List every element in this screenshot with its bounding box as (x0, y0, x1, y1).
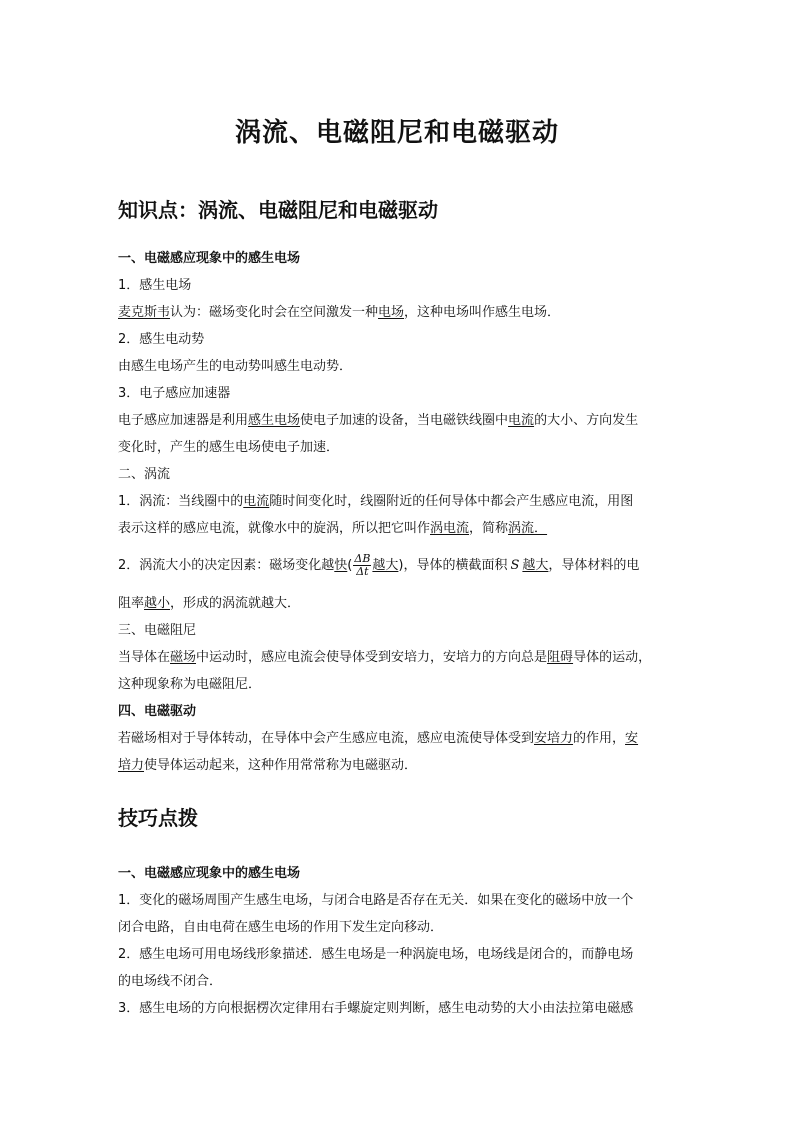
paragraph-betatron-2: 变化时，产生的感生电场使电子加速． (118, 440, 340, 455)
underlined-term: 越大 (372, 558, 399, 573)
paragraph-tips-1a: 1．变化的磁场周围产生感生电场，与闭合电路是否存在无关．如果在变化的磁场中放一个 (118, 893, 634, 908)
underlined-term: 安 (625, 731, 639, 746)
underlined-term: 感生电场 (248, 413, 301, 428)
paragraph-damping-2: 这种现象称为电磁阻尼． (118, 677, 262, 692)
fraction-delta-b-over-delta-t: $\frac{\Delta B}{\Delta t}$ (354, 552, 371, 578)
paragraph-damping-1: 当导体在磁场中运动时，感应电流会使导体受到安培力，安培力的方向总是阻碍导体的运动， (118, 650, 652, 665)
paragraph-tips-2b: 的电场线不闭合． (118, 974, 223, 989)
paragraph-eddy-resistivity: 阻率越小，形成的涡流就越大． (118, 596, 301, 611)
symbol-s: S (510, 558, 520, 573)
paragraph-tips-2a: 2．感生电场可用电场线形象描述．感生电场是一种涡旋电场，电场线是闭合的，而静电场 (118, 947, 634, 962)
underlined-term: 阻碍 (547, 650, 574, 665)
subheading-induced-field: 一、电磁感应现象中的感生电场 (118, 251, 301, 266)
subheading-tips-induced-field: 一、电磁感应现象中的感生电场 (118, 866, 301, 881)
underlined-term: 电流 (508, 413, 535, 428)
section-heading-tips: 技巧点拨 (118, 806, 198, 830)
paragraph-induced-emf: 由感生电场产生的电动势叫感生电动势． (118, 359, 353, 374)
underlined-term: 磁场 (170, 650, 197, 665)
underlined-term: 安培力 (534, 731, 574, 746)
paragraph-tips-3a: 3．感生电场的方向根据楞次定律用右手螺旋定则判断，感生电动势的大小由法拉第电磁感 (118, 1001, 634, 1016)
subheading-damping: 三、电磁阻尼 (118, 623, 197, 638)
paragraph-eddy-2: 表示这样的感应电流，就像水中的旋涡，所以把它叫作涡电流，简称涡流． (118, 521, 548, 536)
underlined-term: 越大 (522, 558, 549, 573)
underlined-term: 涡电流 (430, 521, 470, 536)
paragraph-tips-1b: 闭合电路，自由电荷在感生电场的作用下发生定向移动． (118, 920, 444, 935)
subheading-drive: 四、电磁驱动 (118, 704, 197, 719)
paragraph-eddy-factors: 2．涡流大小的决定因素：磁场变化越快( $\frac{\Delta B}{\Delta t}$ 越大)，导体的横截面积 S 越大，导体材料的电 (118, 552, 640, 578)
underlined-term: 麦克斯韦 (118, 305, 171, 320)
paragraph-betatron-1: 电子感应加速器是利用感生电场使电子加速的设备，当电磁铁线圈中电流的大小、方向发生 (118, 413, 639, 428)
underlined-term: 培力 (118, 758, 145, 773)
paragraph-maxwell: 麦克斯韦认为：磁场变化时会在空间激发一种电场，这种电场叫作感生电场． (118, 305, 561, 320)
item-betatron: 3．电子感应加速器 (118, 386, 231, 401)
underlined-term: 电流 (243, 494, 270, 509)
underlined-term: 电场 (378, 305, 405, 320)
underlined-term: 涡流． (508, 521, 548, 536)
paragraph-drive-1: 若磁场相对于导体转动，在导体中会产生感应电流，感应电流使导体受到安培力的作用，安 (118, 731, 639, 746)
paragraph-drive-2: 培力使导体运动起来，这种作用常常称为电磁驱动． (118, 758, 418, 773)
item-induced-emf: 2．感生电动势 (118, 332, 205, 347)
subheading-eddy: 二、涡流 (118, 467, 171, 482)
underlined-term: 越小 (144, 596, 171, 611)
item-induced-field: 1．感生电场 (118, 278, 192, 293)
paragraph-eddy-1: 1．涡流：当线圈中的电流随时间变化时，线圈附近的任何导体中都会产生感应电流，用图 (118, 494, 634, 509)
page-title: 涡流、电磁阻尼和电磁驱动 (234, 118, 559, 148)
section-heading-knowledge: 知识点：涡流、电磁阻尼和电磁驱动 (118, 198, 438, 222)
underlined-term: 快 (334, 558, 348, 573)
